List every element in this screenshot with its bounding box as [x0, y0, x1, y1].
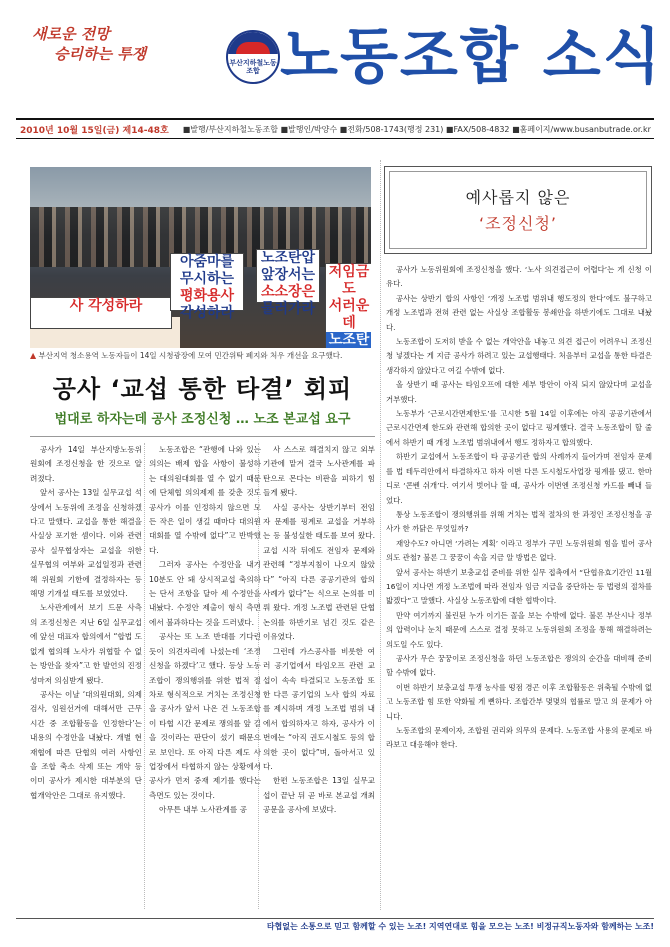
editorial-title-inner-frame — [389, 171, 647, 249]
sign-banner-text: 사 각성하라 — [69, 298, 143, 314]
editorial-body — [386, 263, 652, 753]
col1-para: 앞서 공사는 13일 실무교섭 석상에서 노동위에 조정을 신청하겠다고 말했다. 교섭을 통한 해결을 사실상 포기한 셈이다. 이와 관련 공사 실무협상자는 교섭을 위한 실무협의 여부와 교섭일정과 관련해 위원회 기한에 결정하자는 등 해명 기개설 태도를 보였었다. — [30, 488, 142, 599]
header-slogan — [24, 24, 194, 64]
column-divider — [258, 443, 259, 909]
col1-para: 노사관계에서 보기 드문 사측의 조정신청은 지난 6일 실무교섭에 앞선 대표자 합의에서 “합법 도 없게 협의해 노사가 위협할 수 없는 방안을 찾자”고 한 발언의 진정성마저 의심받게 됐다. — [30, 603, 142, 685]
editorial-para: 통상 노동조합이 쟁의행위를 위해 거치는 법적 절차의 한 과정인 조정신청을 공사가 한 까닭은 무엇일까? — [386, 509, 652, 534]
editorial-para: 노동조합이 도저히 받을 수 없는 개악안을 내놓고 의견 접근이 어려우니 조정신청 넣겠다는 게 지금 공사가 하려고 있는 교섭행태다. 처음부터 교섭을 통한 타결은 생각하지 않았다고 여길 수밖에 없다. — [386, 337, 652, 375]
editorial-para: 올 상반기 때 공사는 타임오프에 대한 세부 방안이 아직 되지 않았다며 교섭을 거부했다. — [386, 380, 652, 404]
col2-para: 공사는 또 노조 반대를 기다린 듯이 의견자리에 나섰는데 ‘조정신청을 하겠다’고 했다. 등상 노동조합이 쟁의행위를 위한 법적 절차로 형식적으로 거치는 조정신청을 공사가 앞서 나온 건 노동조합이 타협 시간 문제로 쟁의를 앞 길을 것이라는 판단이 섰기 때문으로 보인다. 또 아직 다른 제도 사업장에서 타협하지 않는 상황에서 공사가 먼저 중재 제기를 했다는 측면도 있는 것이다. — [149, 632, 261, 800]
sign2-line1: 노조탄압 — [260, 250, 316, 266]
sign1-line4: 각성하라 — [179, 305, 235, 321]
col1-para: 공사는 이날 ‘대의원대회, 의제검사, 임원선거에 대해서만 근무시간 중 조합활동을 인정한다’는 내용의 수정안을 내놨다. 개별 현재협에 따른 단협의 여러 사항인을 조합 축소 삭제 또는 개악 등 이미 공사가 제시한 대부분의 단협개악안은 그대로 유지했다. — [30, 689, 142, 800]
col1-para: 공사가 14일 부산지방노동위원회에 조정신청을 한 것으로 알려졌다. — [30, 445, 142, 483]
editorial-para: 노동조합의 문제이자, 조합원 권리와 의무의 문제다. 노동조합 사용의 문제로 바라보고 대응해야 한다. — [386, 726, 652, 750]
column-divider — [144, 443, 145, 909]
photo-sign-banner — [30, 297, 172, 329]
editorial-para: 공사가 무슨 꿍꿍이로 조정신청을 하던 노동조합은 쟁의의 순간을 대비해 준비할 수밖에 없다. — [386, 653, 652, 678]
sign3-line1: 저임금도 — [328, 264, 370, 297]
sign2-line4: 물러가라 — [260, 301, 316, 317]
dateline-bar — [16, 118, 654, 139]
masthead-title: 노동조합 소식 — [280, 22, 663, 92]
sign1-line3: 평화용사 — [179, 288, 235, 304]
sign2-line2: 앞장서는 — [260, 267, 316, 283]
editorial-title-line2: ‘조정신청’ — [479, 214, 557, 233]
col3-para: 한편 노동조합은 13일 실무교섭이 끝난 뒤 곧 바로 본교섭 개최 공문을 공사에 보냈다. — [263, 776, 375, 815]
editorial-title-box — [384, 166, 652, 254]
logo-text: 부산지하철노동조합 — [229, 59, 277, 75]
photo-sign-3 — [325, 263, 371, 348]
col2-para: 아무튼 내부 노사관계를 공 — [159, 805, 247, 815]
sign1-line1: 아줌마를 — [179, 254, 235, 270]
article-subhead: 법대로 하자는데 공사 조정신청 … 노조 본교섭 요구 — [54, 412, 351, 427]
caption-marker: ▲ — [30, 351, 37, 360]
col2-para: 노동조합은 “관행에 나와 있는 의의는 배제 합을 사항이 불성하는 대의원대회를 열 수 없기 때문에 단체협 의의제제 를 갖춘 것도 공사가 이를 인정하지 않으면 모든 작은 일이 생길 때마다 대의원대회를 열 수밖에 없다”고 반박했다. — [149, 445, 261, 555]
sign2-line3: 소소장은 — [260, 284, 316, 300]
sidebar-divider — [380, 160, 381, 910]
footer-slogan: 타협없는 소통으로 믿고 함께할 수 있는 노조! 지역연대로 힘을 모으는 노조! 비정규직노동자와 함께하는 노조! — [16, 918, 654, 933]
issue-date: 2010년 10월 15일(금) 제14-48호 — [20, 125, 169, 136]
rally-photo — [30, 167, 371, 348]
editorial-title-line1: 예사롭지 않은 — [465, 188, 571, 207]
publisher-info: ■발행/부산지하철노동조합 ■발행인/박양수 ■전화/508-1743(행정 231) ■FAX/508-4832 ■홈페이지/www.busanbutrade.or.kr — [182, 124, 651, 134]
editorial-para: 앞서 공사는 하반기 보충교섭 준비를 위한 실무 접촉에서 “단협유효기간인 11월 16일이 지나면 개정 노조법에 따라 전임자 임금 지급을 중단하는 등 법령의 절차를 밟겠다”고 말했다. 사실상 노동조합에 대한 협박이다. — [386, 567, 652, 606]
headline-divider — [30, 436, 375, 437]
sign3-line3: 노조탄 — [326, 332, 371, 348]
editorial-para: 재앙수도? 아니면 ‘가려는 계획’ 이라고 정부가 구민 노동위원회 힘을 빌어 공사 의도 관철? 불론 그 꿍꿍이 속을 지금 알 방법은 없다. — [386, 538, 652, 563]
editorial-para: 공사는 상반기 합의 사항인 ‘개정 노조법 범위내 행도정의 한다’에도 불구하고 개정 노조법과 전혀 관련 없는 사실상 조합활동 봉쇄안을 하반기에도 그대로 내놨다. — [386, 293, 652, 332]
editorial-para: 하반기 교섭에서 노동조합이 타 공공기관 합의 사례까지 들어가며 전임자 문제를 법 테두리안에서 타결하자고 하자 이번 다른 도시철도사업장 핑계를 댔고. 한마디로 ‘콘벤 쉬개’다. 여기서 벗어나 할 때, 공사가 이번엔 조정신청 카드를 빼내 들었다. — [386, 452, 652, 505]
sign1-line2: 무시하는 — [179, 271, 235, 287]
editorial-para: 공사가 노동위원회에 조정신청을 했다. ‘노사 의견접근이 어렵다’는 게 신청 이유다. — [386, 265, 652, 289]
editorial-para: 노동부가 ‘근로시간면제한도’를 고시한 5월 14일 이후에는 아직 공공기관에서 근로시간면제 한도와 관련해 합의한 곳이 없다고 핑계했다. 결국 노동조합이 할 줄에서 하반기 때 개정 노조법 범위내에서 행도 정하자고 합의했다. — [386, 409, 652, 447]
photo-sign-1 — [170, 253, 244, 321]
col3-para: 사 스스로 해결치지 않고 외부 기관에 맡겨 결국 노사관계를 파탄으로 몬다는 비판을 피하기 힘들게 됐다. — [263, 445, 375, 498]
col3-para: 사실 공사는 상반기부터 전임자 문제를 핑계로 교섭을 거부하는 등 불성실한 태도를 보여 왔다. 교섭 시작 뒤에도 전임자 문제와 관련해 “정부지침이 나오지 않았다” “아직 다른 공공기관의 합의 사례가 없다”는 식으로 논의를 미뤄 왔다. 개정 노조법 관련된 단협 논의를 하반기로 넘긴 것도 같은 이유였다. — [263, 502, 375, 642]
photo-caption — [30, 350, 375, 361]
col3-para: 그런데 가스공사를 비롯한 여러 공기업에서 타임오프 관련 교섭이 속속 타결되고 노동조합 또한 다른 공기업의 노사 합의 자료를 제시하며 개정 노조법 범위 내에서 합의하자고 하자, 공사가 이번에는 “아직 권도시철도 등의 합의한 곳이 없다”며, 돌아서고 있다. — [263, 646, 375, 771]
photo-sign-2 — [256, 249, 320, 317]
editorial-para: 만약 여기까지 불린된 누가 이기든 꼴을 보는 수밖에 없다. 불론 부산시나 정부의 압력이나 눈치 때문에 스스로 결정 못하고 노동위원회 조정을 통해 해결하려는 의도일 수도 있다. — [386, 610, 652, 649]
editorial-para: 이번 하반기 보충교섭 투쟁 농사를 떵점 경곤 이후 조합활동은 위축될 수밖에 없고 노동조합 힘 또한 약화될 게 뻔하다. 조합간부 몇몇의 협률로 말고 의 문제가 아니다. — [386, 682, 652, 721]
slogan-line-2: 승리하는 투쟁 — [54, 45, 147, 63]
article-column-3 — [263, 443, 375, 818]
col2-para: 그러자 공사는 수정안을 내기 10분도 안 돼 상시적교섭 축의하는 단서 조항을 달아 세 수정안을 내놨다. 수정안 제출이 형식 측면에서 불과하다는 것을 드러냈다. — [149, 560, 261, 627]
caption-text: 부산지역 청소용역 노동자들이 14일 시청광장에 모여 민간위탁 폐지와 처우 개선을 요구했다. — [38, 351, 343, 360]
logo-arch — [236, 42, 270, 54]
sign3-line2: 서러운데 — [328, 298, 370, 331]
article-headline: 공사 ‘교섭 통한 타결’ 회피 — [52, 375, 353, 403]
union-logo — [226, 30, 280, 84]
slogan-line-1: 새로운 전망 — [32, 25, 110, 43]
article-column-1 — [30, 443, 142, 803]
article-column-2 — [149, 443, 261, 818]
